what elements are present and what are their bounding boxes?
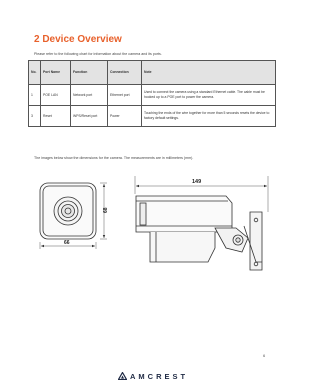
header-no: No. (29, 61, 41, 85)
section-intro: Please refer to the following chart for information about the camera and its ports. (34, 52, 162, 56)
header-port-name: Port Name (41, 61, 71, 85)
header-function: Function (71, 61, 108, 85)
cell-note: Used to connect the camera using a standard Ethernet cable. The cable must be hooked up to a POE port to power the camera. (142, 85, 276, 106)
camera-front-view (40, 183, 107, 249)
cell-function: WPS/Reset port (71, 106, 108, 127)
front-width-label: 66 (64, 240, 70, 246)
cell-port-name: Reset (41, 106, 71, 127)
header-note: Note (142, 61, 276, 85)
front-height-label: 68 (103, 207, 109, 213)
cell-function: Network port (71, 85, 108, 106)
logo-text: AMCREST (130, 371, 189, 381)
header-connection: Connection (108, 61, 142, 85)
camera-side-view (135, 176, 268, 270)
cell-note: Touching the ends of the wire together for more than 5 seconds resets the device to factory default settings. (142, 106, 276, 127)
amcrest-triangle-logo-icon (118, 367, 127, 385)
cell-connection: Power (108, 106, 142, 127)
cell-port-name: POE LAN (41, 85, 71, 106)
cell-no: 3 (29, 106, 41, 127)
cell-no: 1 (29, 85, 41, 106)
cell-connection: Ethernet port (108, 85, 142, 106)
page-number: 6 (263, 353, 266, 358)
dimensions-intro: The images below show the dimensions for the camera. The measurements are in millimeters (mm). (34, 156, 194, 160)
amcrest-logo (118, 367, 188, 385)
side-length-label: 149 (192, 179, 202, 185)
section-title: 2 Device Overview (34, 34, 122, 45)
